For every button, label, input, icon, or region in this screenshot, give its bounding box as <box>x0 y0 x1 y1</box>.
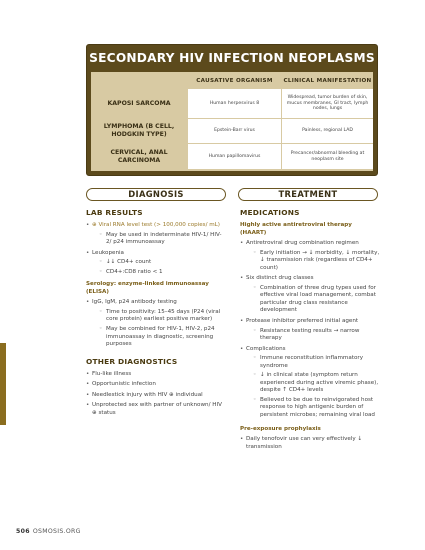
list-item: • Opportunistic infection <box>86 381 226 389</box>
list-item: • ⊕ Viral RNA level test (> 100,000 copies/ mL) ◦ May be used in indeterminate HIV-1/ HIV-2/ p24 immunoassay <box>86 222 226 247</box>
list-item: • Protease inhibitor preferred initial agent ◦ Resistance testing results → narrow therapy <box>240 318 380 343</box>
list-item: • Daily tenofovir use can very effectively ↓ transmission <box>240 436 380 451</box>
table-row <box>91 144 373 169</box>
diagnosis-column <box>86 208 226 420</box>
list-item: ◦ Immune reconstitution inflammatory syndrome <box>246 355 380 370</box>
chapter-tab <box>0 343 6 425</box>
list-item: • Leukopenia ◦ ↓↓ CD4+ count ◦ CD4+:CD8 ratio < 1 <box>86 250 226 277</box>
neoplasm-table-card <box>86 44 378 176</box>
list-item: • Antiretroviral drug combination regimen ◦ Early initiation → ↓ morbidity, ↓ mortality, ↓ transmission risk (regardless of CD4+ count) <box>240 240 380 272</box>
treatment-column <box>240 208 380 454</box>
diagnosis-header: DIAGNOSIS <box>86 188 226 201</box>
medications-heading: MEDICATIONS <box>240 208 300 217</box>
page-number: 506 <box>16 528 30 535</box>
manifestation-cell: Widespread, tumor burden of skin, mucus membranes, GI tract, lymph nodes, lungs <box>282 89 373 118</box>
list-item: ◦ May be used in indeterminate HIV-1/ HIV-2/ p24 immunoassay <box>92 232 226 247</box>
serology-list <box>86 299 226 348</box>
manifestation-cell: Precancer/abnormal bleeding at neoplasm site <box>282 144 373 169</box>
list-item: • Flu-like illness <box>86 371 226 379</box>
prep-list <box>240 436 380 451</box>
list-item: ◦ Believed to be due to reinvigorated host response to high antigenic burden of persistent microbes; remaining viral load <box>246 397 380 420</box>
table-body <box>91 72 373 171</box>
row-label: CERVICAL, ANAL CARCINOMA <box>110 148 168 164</box>
manifestation-cell: Painless, regional LAD <box>282 119 373 143</box>
list-item: • Needlestick injury with HIV ⊕ individual <box>86 392 226 400</box>
site-name: OSMOSIS.ORG <box>32 528 81 535</box>
other-diagnostics-heading: OTHER DIAGNOSTICS <box>86 356 178 366</box>
organism-cell: Human herpesvirus 8 <box>188 89 281 118</box>
list-item: • Complications ◦ Immune reconstitution inflammatory syndrome ◦ ↓ in clinical state (symptom return experienced during active viremic phase), despite ↑ CD4+ levels ◦ Believed to be due to reinvigorated host response to high antigenic burden of persistent microbes; remaining viral load <box>240 346 380 420</box>
list-item: ◦ Resistance testing results → narrow therapy <box>246 328 380 343</box>
list-item: • Six distinct drug classes ◦ Combination of three drug types used for effective viral load management, combat particular drug class resistance development <box>240 275 380 315</box>
col-header-organism: CAUSATIVE ORGANISM <box>196 78 273 84</box>
table-row <box>91 119 373 143</box>
treatment-header: TREATMENT <box>238 188 378 201</box>
prep-heading: Pre-exposure prophylaxis <box>240 425 321 432</box>
list-item: ◦ ↓↓ CD4+ count <box>92 259 226 267</box>
haart-list <box>240 240 380 419</box>
list-item: ◦ May be combined for HIV-1, HIV-2, p24 immunoassay in diagnostic, screening purposes <box>92 326 226 349</box>
haart-heading: Highly active antiretroviral therapy (HAART) <box>240 221 352 236</box>
other-list <box>86 371 226 418</box>
list-item: ◦ CD4+:CD8 ratio < 1 <box>92 269 226 277</box>
lab-results-heading: LAB RESULTS <box>86 208 143 217</box>
list-item: ◦ ↓ in clinical state (symptom return experienced during active viremic phase), despite ↑ CD4+ levels <box>246 372 380 395</box>
list-item: • IgG, IgM, p24 antibody testing ◦ Time to positivity: 15–45 days (P24 (viral core protein) earliest positive marker) ◦ May be combined for HIV-1, HIV-2, p24 immunoassay in diagnostic, screening purposes <box>86 299 226 348</box>
list-item: ◦ Combination of three drug types used for effective viral load management, combat particular drug class resistance development <box>246 285 380 315</box>
list-item: • Unprotected sex with partner of unknown/ HIV ⊕ status <box>86 402 226 417</box>
table-title: SECONDARY HIV INFECTION NEOPLASMS <box>89 51 375 65</box>
lab-list <box>86 222 226 276</box>
serology-heading: Serology: enzyme-linked immunoassay (ELISA) <box>86 281 209 295</box>
col-header-manifestation: CLINICAL MANIFESTATION <box>283 78 372 84</box>
table-row <box>91 89 373 118</box>
row-label: LYMPHOMA (B CELL, HODGKIN TYPE) <box>103 123 175 138</box>
list-item: ◦ Early initiation → ↓ morbidity, ↓ mortality, ↓ transmission risk (regardless of CD4+ count) <box>246 250 380 273</box>
list-item: ◦ Time to positivity: 15–45 days (P24 (viral core protein) earliest positive marker) <box>92 309 226 324</box>
organism-cell: Epstein-Barr virus <box>188 119 281 143</box>
row-label: KAPOSI SARCOMA <box>107 99 171 107</box>
page-footer <box>16 528 81 535</box>
organism-cell: Human papillomavirus <box>188 144 281 169</box>
